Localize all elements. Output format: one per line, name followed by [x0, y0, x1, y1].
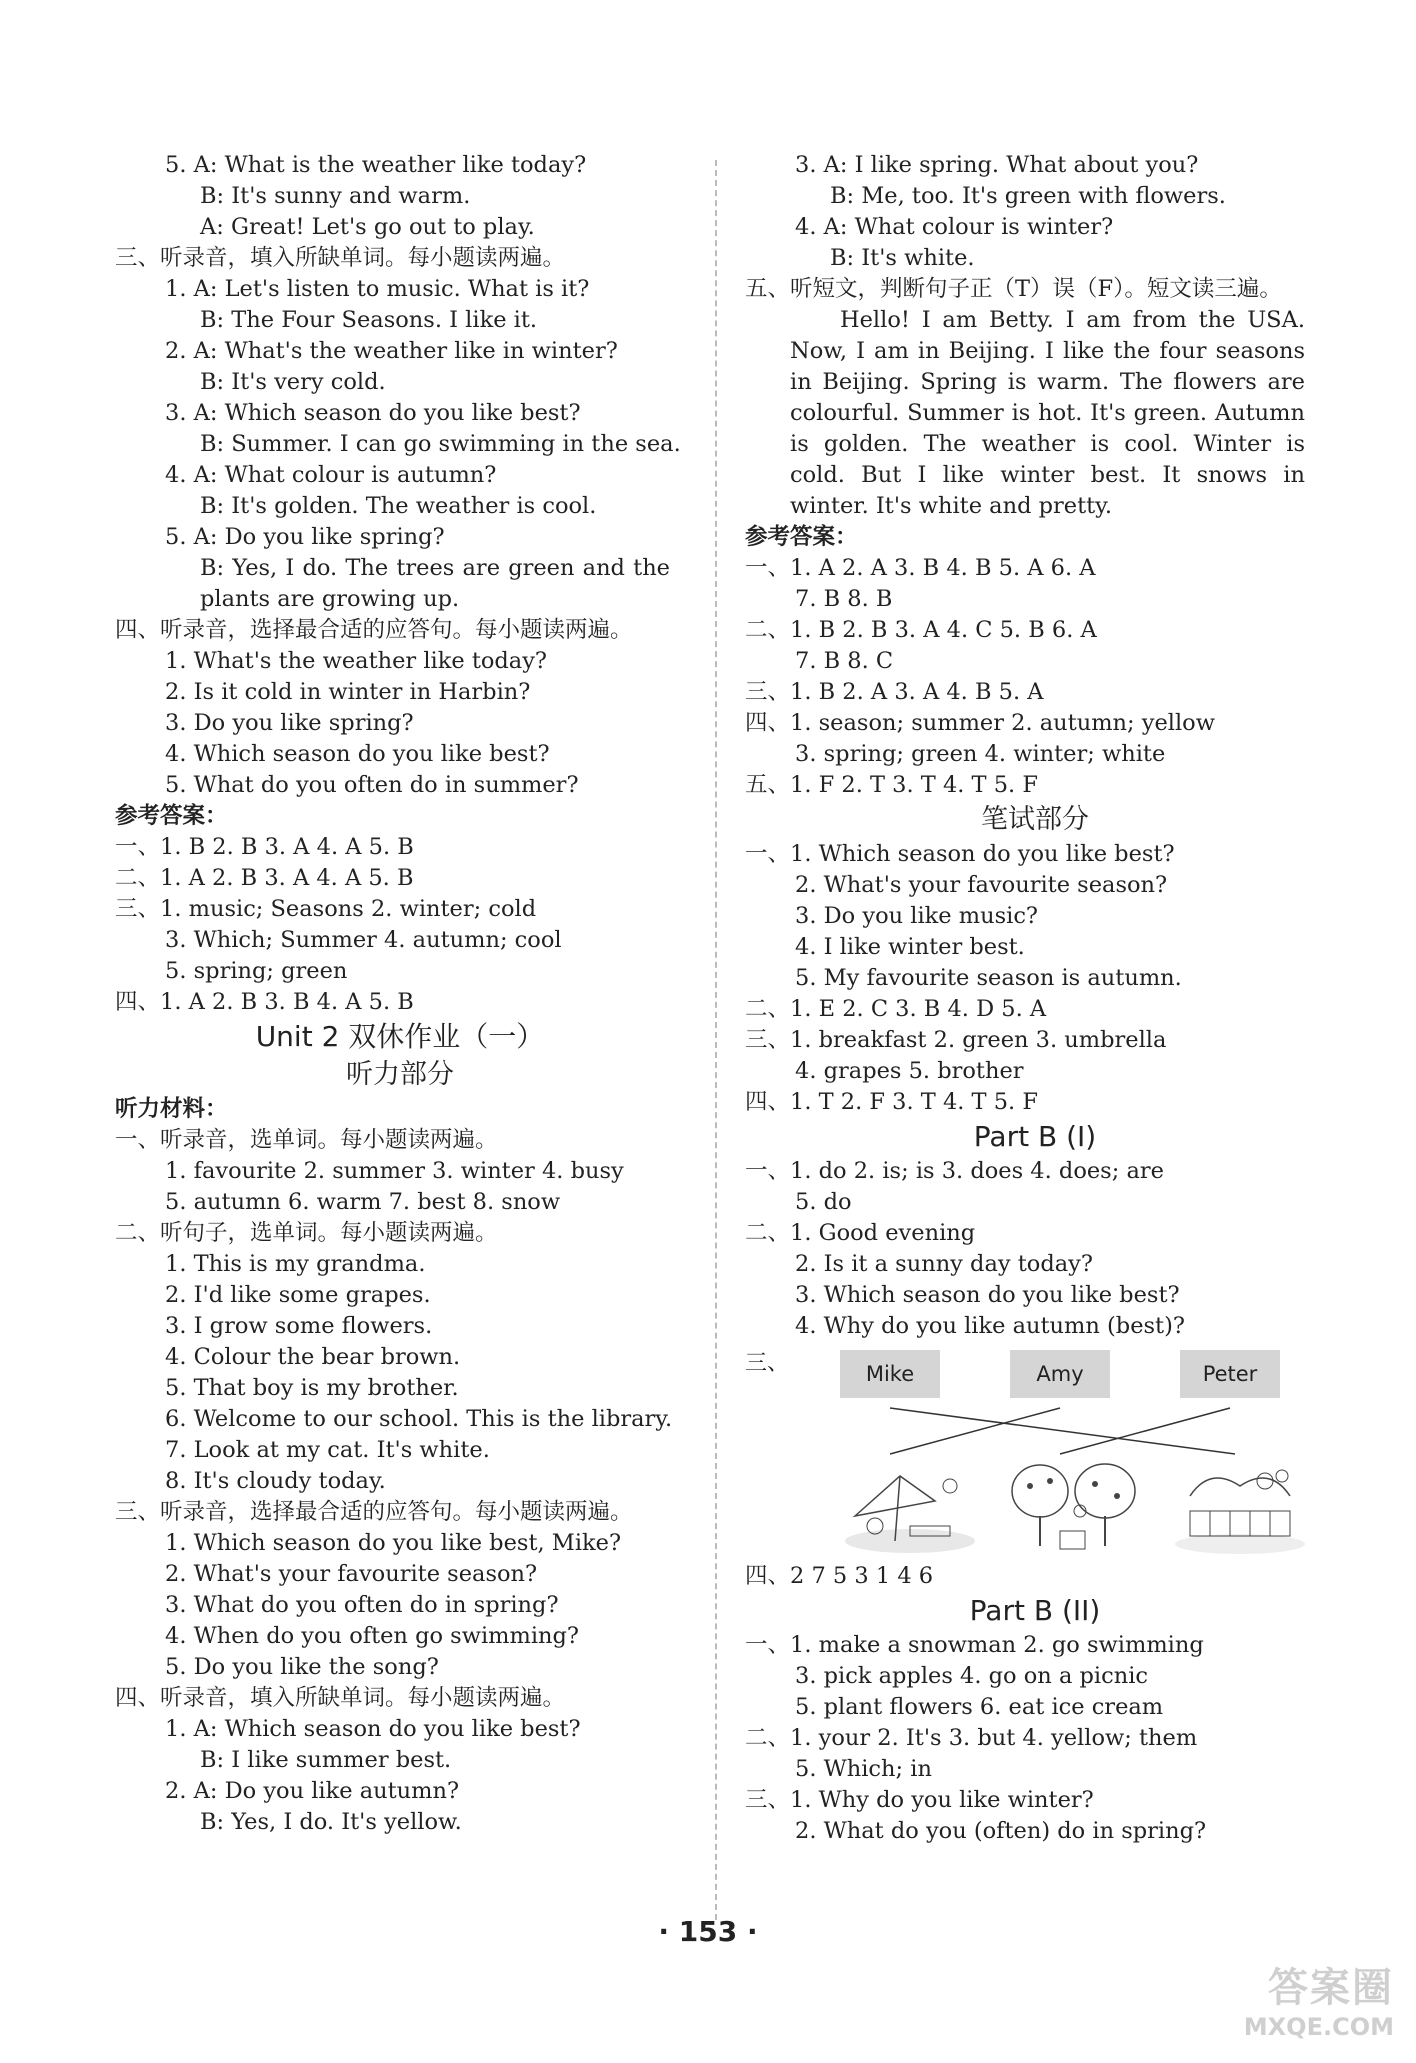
- text-line: B: Yes, I do. It's yellow.: [200, 1809, 462, 1835]
- text-line: B: I like summer best.: [200, 1747, 452, 1773]
- answer-line: 四、1. season; summer 2. autumn; yellow: [745, 710, 1215, 736]
- answer-line: 一、1. A 2. A 3. B 4. B 5. A 6. A: [745, 555, 1096, 581]
- text-line: 4. A: What colour is autumn?: [165, 462, 497, 488]
- answer-line: 三、1. B 2. A 3. A 4. B 5. A: [745, 679, 1044, 705]
- answer-line: 2. What's your favourite season?: [795, 872, 1168, 898]
- matching-label: 三、: [745, 1351, 790, 1376]
- answer-line: 四、1. A 2. B 3. B 4. A 5. B: [115, 989, 414, 1015]
- part-title: Part B (I): [973, 1120, 1097, 1153]
- answer-line: 7. B 8. C: [795, 648, 894, 674]
- text-line: 5. That boy is my brother.: [165, 1375, 459, 1401]
- text-line: 1. A: Which season do you like best?: [165, 1716, 581, 1742]
- section-heading: 四、听录音，选择最合适的应答句。每小题读两遍。: [115, 617, 633, 643]
- section-heading: 二、听句子，选单词。每小题读两遍。: [115, 1220, 498, 1246]
- section-heading: 四、听录音，填入所缺单词。每小题读两遍。: [115, 1685, 566, 1711]
- text-line: 2. A: Do you like autumn?: [165, 1778, 460, 1804]
- text-line: 3. A: I like spring. What about you?: [795, 152, 1199, 178]
- text-line: 5. autumn 6. warm 7. best 8. snow: [165, 1189, 561, 1215]
- section-heading: 三、听录音，选择最合适的应答句。每小题读两遍。: [115, 1499, 633, 1525]
- text-line: 1. What's the weather like today?: [165, 648, 547, 674]
- answer-line: 3. pick apples 4. go on a picnic: [795, 1663, 1149, 1689]
- page-number: · 153 ·: [658, 1915, 758, 1948]
- text-line: 5. Do you like the song?: [165, 1654, 439, 1680]
- text-line: 5. A: What is the weather like today?: [165, 152, 587, 178]
- answer-line: 二、1. B 2. B 3. A 4. C 5. B 6. A: [745, 617, 1097, 643]
- name-box-mike: Mike: [840, 1350, 940, 1398]
- answer-line: 5. My favourite season is autumn.: [795, 965, 1182, 991]
- name-box-peter: Peter: [1180, 1350, 1280, 1398]
- answer-line: 5. do: [795, 1189, 852, 1215]
- text-line: 5. A: Do you like spring?: [165, 524, 445, 550]
- answer-heading: 参考答案：: [745, 524, 858, 550]
- column-divider: [715, 160, 717, 1920]
- answer-line: 7. B 8. B: [795, 586, 893, 612]
- answer-line: 三、1. music; Seasons 2. winter; cold: [115, 896, 537, 922]
- name-box-amy: Amy: [1010, 1350, 1110, 1398]
- answer-line: 五、1. F 2. T 3. T 4. T 5. F: [745, 772, 1038, 798]
- watermark-logo: [1244, 1956, 1394, 2041]
- answer-line: 3. Do you like music?: [795, 903, 1038, 929]
- answer-line: 4. Why do you like autumn (best)?: [795, 1313, 1185, 1339]
- text-line: 1. A: Let's listen to music. What is it?: [165, 276, 590, 302]
- text-line: B: It's very cold.: [200, 369, 386, 395]
- left-column: [115, 150, 685, 1838]
- section-title: 听力部分: [346, 1059, 454, 1090]
- text-line: 6. Welcome to our school. This is the library.: [165, 1406, 673, 1432]
- answer-line: 二、1. A 2. B 3. A 4. A 5. B: [115, 865, 414, 891]
- answer-line: 3. Which season do you like best?: [795, 1282, 1180, 1308]
- text-line: 2. What's your favourite season?: [165, 1561, 538, 1587]
- answer-line: 5. spring; green: [165, 958, 348, 984]
- answer-line: 一、1. Which season do you like best?: [745, 841, 1175, 867]
- beach-scene-picture: [840, 1456, 980, 1556]
- watermark-text: 答案圈: [1268, 1965, 1394, 2011]
- watermark-url: MXQE.COM: [1243, 2013, 1394, 2041]
- text-line: B: It's golden. The weather is cool.: [200, 493, 597, 519]
- answer-line: 一、1. B 2. B 3. A 4. A 5. B: [115, 834, 414, 860]
- answer-line: 一、1. do 2. is; is 3. does 4. does; are: [745, 1158, 1164, 1184]
- text-line: 4. When do you often go swimming?: [165, 1623, 579, 1649]
- matching-exercise: [745, 1346, 1325, 1561]
- answer-line: 二、1. Good evening: [745, 1220, 976, 1246]
- text-line: 3. I grow some flowers.: [165, 1313, 433, 1339]
- text-line: 4. Colour the bear brown.: [165, 1344, 461, 1370]
- section-title: 笔试部分: [981, 804, 1089, 835]
- text-line: B: Yes, I do. The trees are green and the plants are growing up.: [200, 555, 670, 612]
- text-line: B: Summer. I can go swimming in the sea.: [200, 431, 681, 457]
- text-line: 2. A: What's the weather like in winter?: [165, 338, 618, 364]
- answer-line: 二、1. E 2. C 3. B 4. D 5. A: [745, 996, 1047, 1022]
- text-line: B: The Four Seasons. I like it.: [200, 307, 538, 333]
- text-line: B: It's sunny and warm.: [200, 183, 471, 209]
- answer-line: 二、1. your 2. It's 3. but 4. yellow; them: [745, 1725, 1198, 1751]
- answer-line: 5. Which; in: [795, 1756, 932, 1782]
- answer-line: 4. I like winter best.: [795, 934, 1025, 960]
- text-line: 4. A: What colour is winter?: [795, 214, 1114, 240]
- text-line: 3. A: Which season do you like best?: [165, 400, 581, 426]
- answer-line: 4. grapes 5. brother: [795, 1058, 1024, 1084]
- unit-title: Unit 2 双休作业（一）: [255, 1020, 545, 1053]
- answer-line: 三、1. breakfast 2. green 3. umbrella: [745, 1027, 1167, 1053]
- part-title: Part B (II): [969, 1594, 1101, 1627]
- text-line: 8. It's cloudy today.: [165, 1468, 386, 1494]
- answer-heading: 参考答案：: [115, 803, 228, 829]
- apple-picking-picture: [1005, 1456, 1145, 1556]
- text-line: 3. What do you often do in spring?: [165, 1592, 559, 1618]
- section-heading: 五、听短文，判断句子正（T）误（F）。短文读三遍。: [745, 276, 1282, 302]
- answer-line: 四、1. T 2. F 3. T 4. T 5. F: [745, 1089, 1038, 1115]
- text-line: 5. What do you often do in summer?: [165, 772, 579, 798]
- answer-line: 3. spring; green 4. winter; white: [795, 741, 1166, 767]
- answer-line: 2. What do you (often) do in spring?: [795, 1818, 1207, 1844]
- text-line: 4. Which season do you like best?: [165, 741, 550, 767]
- text-line: A: Great! Let's go out to play.: [200, 214, 535, 240]
- answer-line: 一、1. make a snowman 2. go swimming: [745, 1632, 1204, 1658]
- answer-line: 3. Which; Summer 4. autumn; cool: [165, 927, 562, 953]
- passage: Hello! I am Betty. I am from the USA. Now, I am in Beijing. I like the four seasons in Beijing. Spring is warm. The flowers are colourful. Summer is hot. It's green. Autumn is golden. The weather is cool. Winter is cold. But I like winter best. It snows in winter. It's white and pretty.: [790, 307, 1305, 519]
- material-heading: 听力材料：: [115, 1096, 228, 1122]
- text-line: 3. Do you like spring?: [165, 710, 414, 736]
- text-line: B: Me, too. It's green with flowers.: [830, 183, 1226, 209]
- text-line: 1. Which season do you like best, Mike?: [165, 1530, 622, 1556]
- snow-scene-picture: [1170, 1456, 1310, 1556]
- answer-line: 2. Is it a sunny day today?: [795, 1251, 1093, 1277]
- right-column: [745, 150, 1325, 1847]
- section-heading: 一、听录音，选单词。每小题读两遍。: [115, 1127, 498, 1153]
- text-line: 2. I'd like some grapes.: [165, 1282, 431, 1308]
- text-line: 1. favourite 2. summer 3. winter 4. busy: [165, 1158, 624, 1184]
- text-line: 2. Is it cold in winter in Harbin?: [165, 679, 531, 705]
- section-heading: 三、听录音，填入所缺单词。每小题读两遍。: [115, 245, 566, 271]
- text-line: B: It's white.: [830, 245, 975, 271]
- answer-line: 5. plant flowers 6. eat ice cream: [795, 1694, 1164, 1720]
- answer-line: 三、1. Why do you like winter?: [745, 1787, 1094, 1813]
- text-line: 1. This is my grandma.: [165, 1251, 426, 1277]
- text-line: 7. Look at my cat. It's white.: [165, 1437, 490, 1463]
- answer-line: 四、2 7 5 3 1 4 6: [745, 1563, 934, 1589]
